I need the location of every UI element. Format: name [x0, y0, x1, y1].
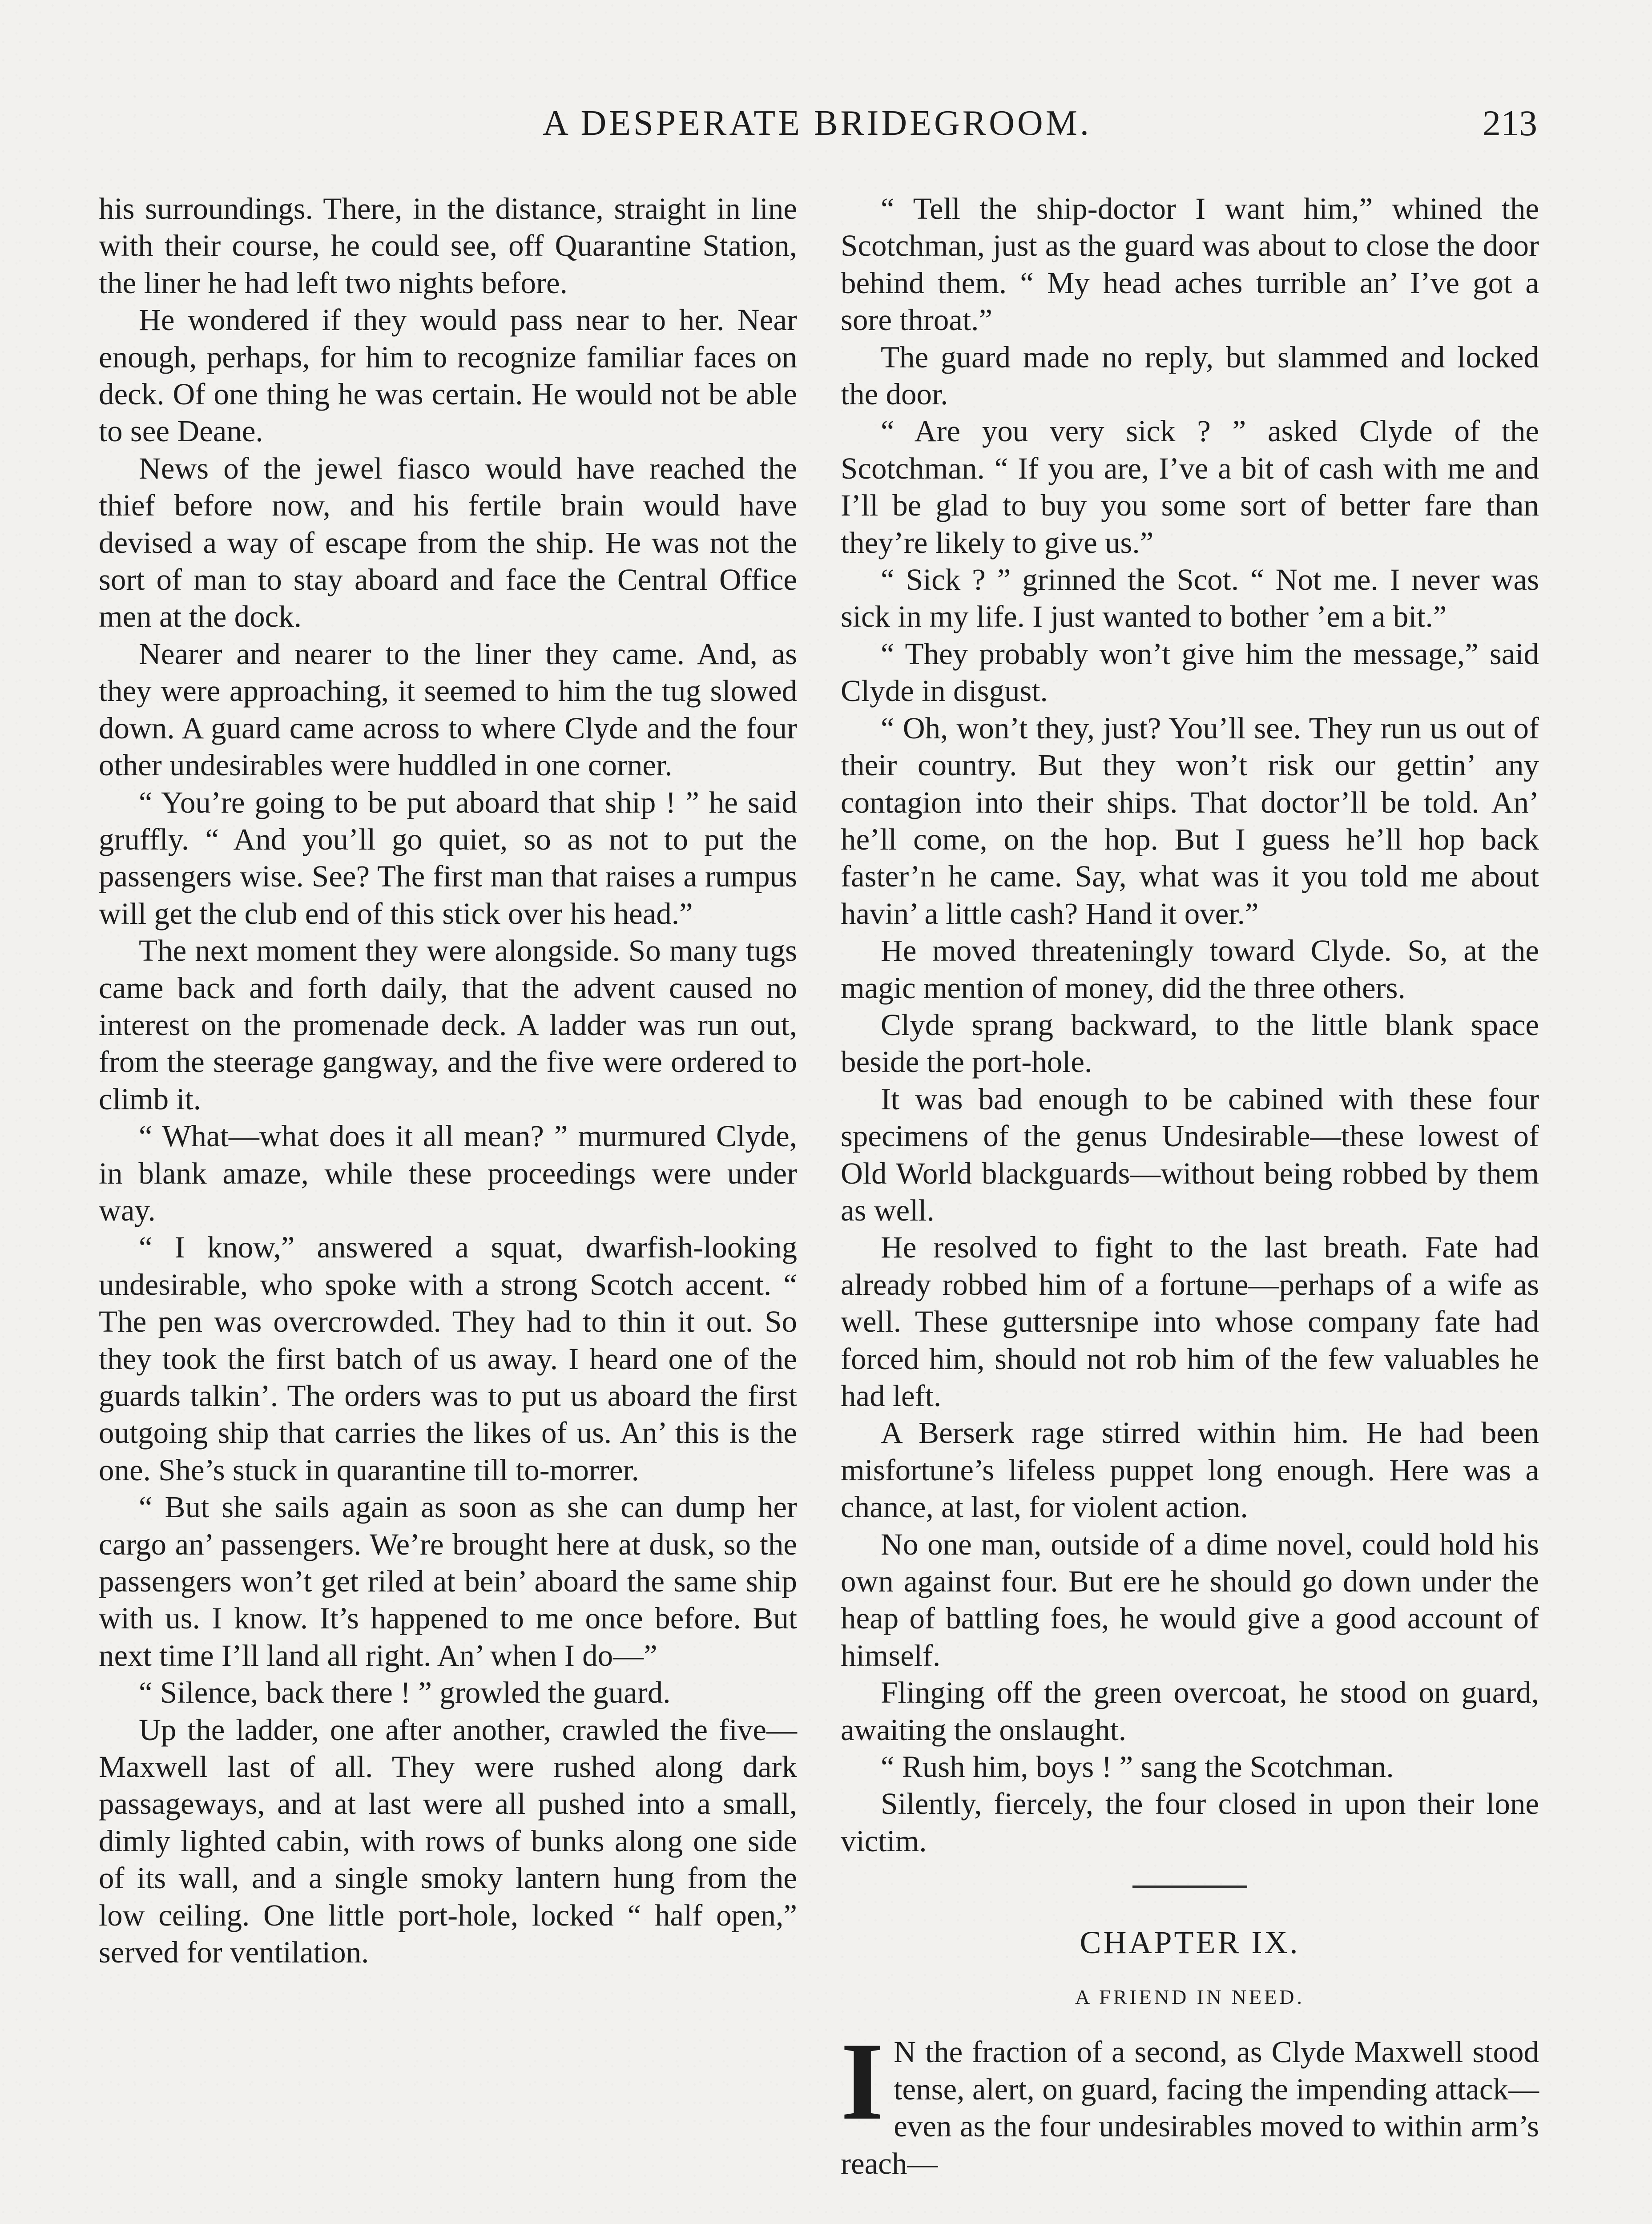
paragraph: He resolved to fight to the last breath. Fate had already robbed him of a fortune—perhaps of a wife as well. These guttersnipe into whose company fate had forced him, should not rob him of the few valuables he had left.: [841, 1230, 1539, 1413]
paragraph: Clyde sprang backward, to the little blank space beside the port-hole.: [841, 1007, 1539, 1079]
page-number: 213: [1483, 103, 1537, 143]
paragraph: Nearer and nearer to the liner they came. And, as they were approaching, it seemed to him the tug slowed down. A guard came across to where Clyde and the four other undesirables were huddled in one corner.: [99, 637, 797, 782]
paragraph: Up the ladder, one after another, crawled the five—Maxwell last of all. They were rushed along dark passageways, and at last were all pushed into a small, dimly lighted cabin, with rows of bunks along one side of its wall, and a single smoky lantern hung from the low ceiling. One little port-hole, locked “ half open,” served for ventilation.: [99, 1712, 797, 1970]
paragraph: Flinging off the green overcoat, he stood on guard, awaiting the onslaught.: [841, 1676, 1539, 1747]
page-header: [97, 99, 1537, 152]
chapter-opening: [841, 2020, 1539, 2182]
paragraph: It was bad enough to be cabined with these four specimens of the genus Undesirable—these lowest of Old World blackguards—without being robbed by them as well.: [841, 1082, 1539, 1227]
paragraph: No one man, outside of a dime novel, could hold his own against four. But ere he should go down under the heap of battling foes, he would give a good account of himself.: [841, 1527, 1539, 1672]
paragraph: “ I know,” answered a squat, dwarfish-looking undesirable, who spoke with a strong Scotch accent. “ The pen was overcrowded. They had to thin it out. So they took the first batch of us away. I heard one of the guards talkin’. The orders was to put us aboard the first outgoing ship that carries the likes of us. An’ this is the one. She’s stuck in quarantine till to-morrer.: [99, 1230, 797, 1487]
paragraph: “ Rush him, boys ! ” sang the Scotchman.: [881, 1750, 1394, 1784]
paragraph: “ Tell the ship-doctor I want him,” whined the Scotchman, just as the guard was about to close the door behind them. “ My head aches turrible an’ I’ve got a sore throat.”: [841, 192, 1539, 337]
paragraph: Silently, fiercely, the four closed in upon their lone victim.: [841, 1787, 1539, 1858]
paragraph: “ They probably won’t give him the message,” said Clyde in disgust.: [841, 637, 1539, 708]
paragraph: News of the jewel fiasco would have reached the thief before now, and his fertile brain would have devised a way of escape from the ship. He was not the sort of man to stay aboard and face the Central Office men at the dock.: [99, 451, 797, 634]
paragraph: He moved threateningly toward Clyde. So, at the magic mention of money, did the three others.: [841, 934, 1539, 1005]
running-title: A DESPERATE BRIDEGROOM.: [543, 104, 1092, 143]
section-divider: [1132, 1886, 1247, 1888]
chapter-subtitle: A FRIEND IN NEED.: [1075, 1986, 1305, 2009]
paragraph: He wondered if they would pass near to her. Near enough, perhaps, for him to recognize familiar faces on deck. Of one thing he was certain. He would not be able to see Deane.: [99, 303, 797, 448]
drop-cap: I: [841, 2020, 884, 2143]
paragraph: “ Sick ? ” grinned the Scot. “ Not me. I never was sick in my life. I just wanted to bother ’em a bit.”: [841, 563, 1539, 634]
paragraph: “ Silence, back there ! ” growled the guard.: [139, 1676, 671, 1710]
paragraph: his surroundings. There, in the distance, straight in line with their course, he could see, off Quarantine Station, the liner he had left two nights before.: [99, 192, 797, 300]
paragraph: A Berserk rage stirred within him. He had been misfortune’s lifeless puppet long enough. Here was a chance, at last, for violent action.: [841, 1416, 1539, 1524]
paragraph: “ But she sails again as soon as she can dump her cargo an’ passengers. We’re brought here at dusk, so the passengers won’t get riled at bein’ aboard the same ship with us. I know. It’s happened to me once before. But next time I’ll land all right. An’ when I do—”: [99, 1490, 797, 1672]
paragraph: “ What—what does it all mean? ” murmured Clyde, in blank amaze, while these proceedings were under way.: [99, 1119, 797, 1227]
paragraph: “ Are you very sick ? ” asked Clyde of the Scotchman. “ If you are, I’ve a bit of cash with me and I’ll be glad to buy you some sort of better fare than they’re likely to give us.”: [841, 414, 1539, 560]
right-column: [841, 190, 1539, 2182]
paragraph: “ Oh, won’t they, just? You’ll see. They run us out of their country. But they won’t risk our gettin’ any contagion into their ships. That doctor’ll be told. An’ he’ll come, on the hop. But I guess he’ll hop back faster’n he came. Say, what was it you told me about havin’ a little cash? Hand it over.”: [841, 711, 1539, 931]
paragraph: The next moment they were alongside. So many tugs came back and forth daily, that the advent caused no interest on the promenade deck. A ladder was run out, from the steerage gangway, and the five were ordered to climb it.: [99, 934, 797, 1116]
chapter-title: CHAPTER IX.: [1080, 1925, 1300, 1961]
chapter-opening-text: N the fraction of a second, as Clyde Maxwell stood tense, alert, on guard, facing the impending attack—even as the four undesirables moved to within arm’s reach—: [841, 2035, 1539, 2180]
left-column: [99, 190, 797, 1971]
paragraph: The guard made no reply, but slammed and locked the door.: [841, 340, 1539, 411]
paragraph: “ You’re going to be put aboard that ship ! ” he said gruffly. “ And you’ll go quiet, so as not to put the passengers wise. See? The first man that raises a rumpus will get the club end of this stick over his head.”: [99, 785, 797, 931]
